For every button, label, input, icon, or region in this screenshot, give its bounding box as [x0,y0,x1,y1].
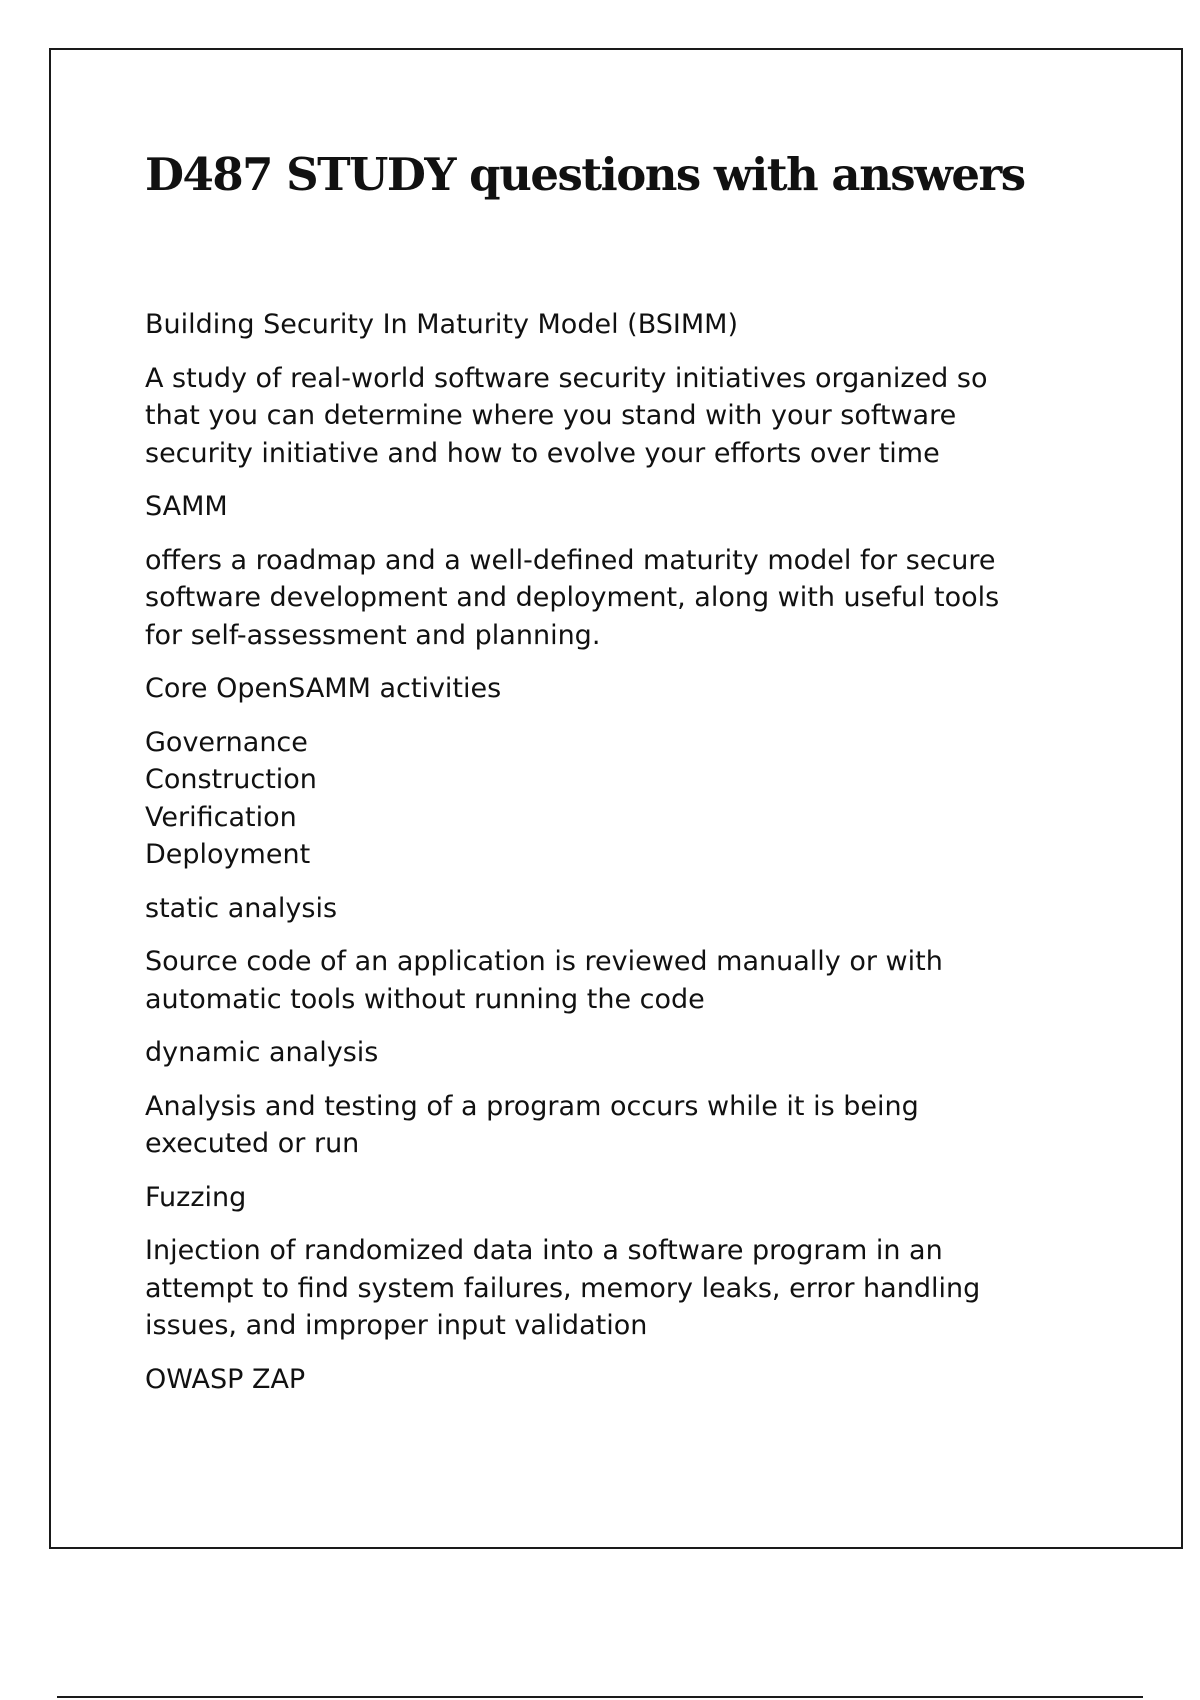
question-text: dynamic analysis [145,1037,379,1068]
question-text: Building Security In Maturity Model (BSIMM) [145,309,738,340]
question-text: Core OpenSAMM activities [145,673,502,704]
document-title: D487 STUDY questions with answers [145,148,1025,201]
question-text: static analysis [145,892,338,924]
answer-text: Analysis and testing of a program occurs while it is being executed or run [145,1090,919,1159]
answer-text: Injection of randomized data into a software program in an attempt to find system failures, memory leaks, error handling issues, and improper input validation [145,1235,981,1341]
answer-text: A study of real-world software security initiatives organized so that you can determine where you stand with your software security initiative and how to evolve your efforts over time [145,362,988,469]
answer-text: Governance Construction Verification Deployment [145,726,317,870]
document-content [145,140,1065,1414]
question-text: OWASP ZAP [145,1363,306,1395]
answer-text: Source code of an application is reviewed manually or with automatic tools without running the code [145,946,943,1015]
qa-list [145,306,1065,1398]
footer-divider [57,1696,1143,1698]
question-text: SAMM [145,491,228,522]
question-text: Fuzzing [145,1181,247,1213]
answer-text: offers a roadmap and a well-defined maturity model for secure software development and deployment, along with useful tools for self-assessment and planning. [145,544,1000,651]
